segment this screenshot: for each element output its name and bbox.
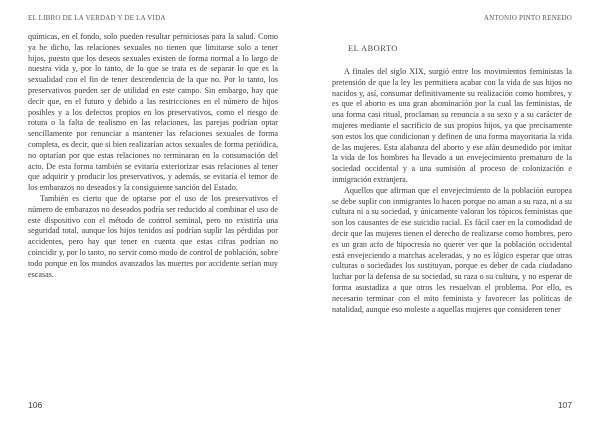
right-page-body: [332, 67, 572, 315]
running-head-right: ANTONIO PINTO RENEDO: [483, 14, 572, 22]
left-page-body: [28, 32, 278, 280]
right-page: [300, 0, 600, 433]
paragraph: químicas, en el fondo, solo pueden resultar perniciosas para la salud. Como ya he dicho, las relaciones sexuales no tienen que limitarse solo a tener hijos, puesto que los deseos sexuales existen de forma normal a lo largo de nuestra vida y, por lo tanto, de lo que se trata es de separar lo que es la sexualidad con el fin de tener descendencia de la que no. Por lo tanto, los preservativos pueden ser de utilidad en este campo. Sin embargo, hay que decir que, en el futuro y debido a las restricciones en el número de hijos posibles y a los defectos propios en los preservativos, como el riesgo de rotura o la falta de realismo en las relaciones, las parejas podrían optar sencillamente por renunciar a mantener las relaciones sexuales de forma completa, es decir, que si bien realizarían actos sexuales de forma periódica, no optarían por que estas relaciones no terminaran en la consumación del acto. De esta forma también se evitaría exteriorizar esas relaciones al tener que adquirir y producir los preservativos, y además, se evitaría el temor de los embarazos no deseados y la consiguiente sanción del Estado.: [28, 32, 278, 193]
page-number-right: 107: [557, 400, 572, 410]
running-head-left: EL LIBRO DE LA VERDAD Y DE LA VIDA: [28, 14, 166, 22]
paragraph: También es cierto que de optarse por el uso de los preservativos el número de embarazos no deseados podría ser reducido al combinar el uso de este dispositivo con el método de control seminal, pero no existiría una seguridad total, aunque los hijos tenidos así podrían suplir las pérdidas por accidentes, pero hay que tener en cuenta que estas cifras podrían no coincidir y, por lo tanto, no servir como modo de control de población, sobre todo porque en los mundos avanzados las muertes por accidente serían muy escasas.: [28, 193, 278, 279]
paragraph: A finales del siglo XIX, surgió entre los movimientos feministas la pretensión de que la ley les permitiera acabar con la vida de sus hijos no nacidos y, así, consumar definitivamente su realización como hombres, y es que el aborto es una gran abominación por la cual las feministas, de una forma casi ritual, proclaman su renuncia a su sexo y a su carácter de mujeres mediante el sacrificio de sus propios hijos, ya que precisamente son estos los que condicionan y definen de una forma mayoritaria la vida de las mujeres. Esta alabanza del aborto y ese afán desmedido por imitar la vida de los hombres ha llevado a un envejecimiento prematuro de la sociedad occidental y a una sumisión al proceso de colonización e inmigración extranjera.: [332, 67, 572, 184]
paragraph: Aquellos que afirman que el envejecimiento de la población europea se debe suplir con inmigrantes lo hacen porque no aman a su raza, ni a su cultura ni a su sociedad, y únicamente valoran los tópicos feministas que son los causantes de ese suicidio racial. Es fácil caer en la comodidad de decir que las mujeres tienen el derecho de realizarse como hombres, pero es un gran acto de hipocresía no querer ver que la población occidental está envejeciendo a marchas aceleradas, y no es lógico esperar que otras culturas o sociedades los sustituyan, porque es deber de cada ciudadano luchar por la defensa de su sociedad, su raza o su cultura, y no esperar de forma asustadiza a que otros les resuelvan el problema. Por ello, es necesario terminar con el mito feminista y favorecer las políticas de natalidad, aunque eso moleste a aquellas mujeres que consideren tener: [332, 185, 572, 314]
section-title: EL ABORTO: [348, 44, 398, 53]
page-number-left: 106: [28, 400, 43, 410]
